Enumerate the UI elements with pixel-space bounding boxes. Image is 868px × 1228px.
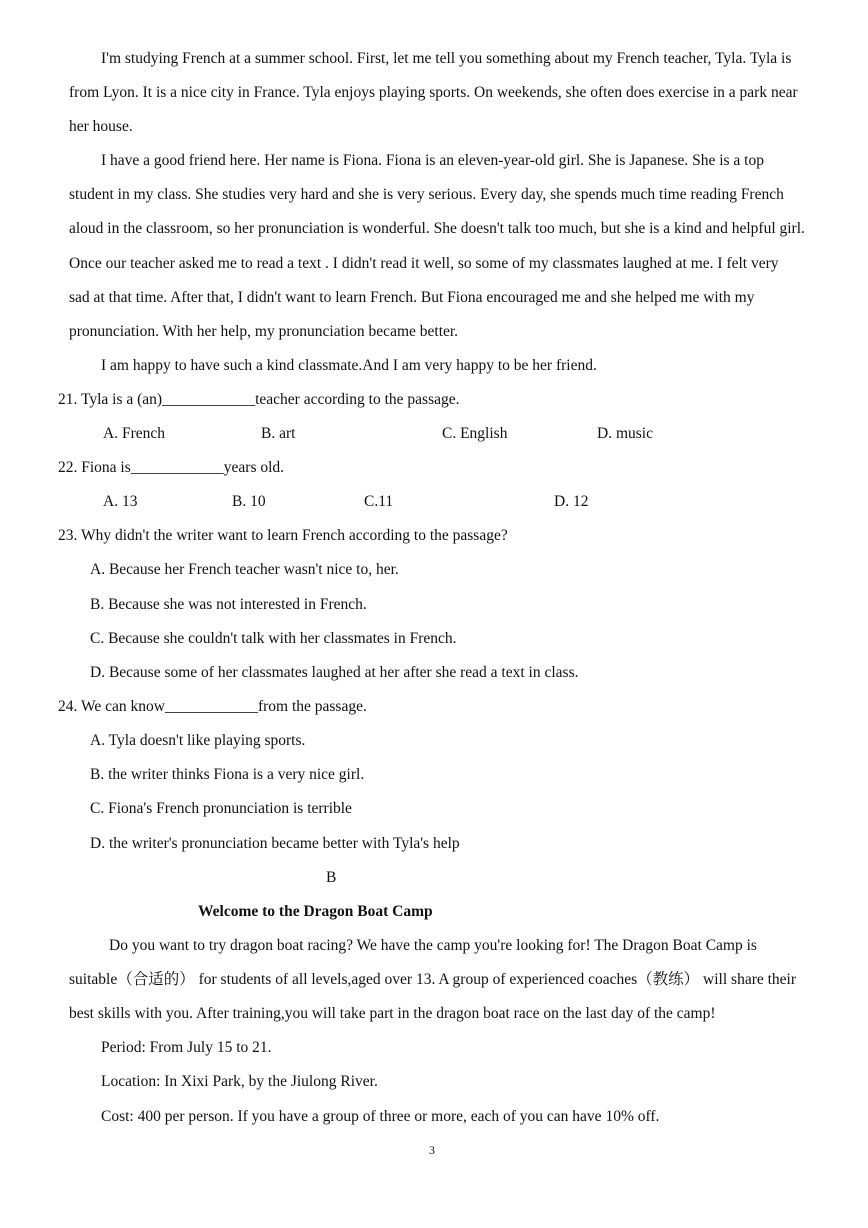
passage-a-p2-line-6: pronunciation. With her help, my pronunciation became better. (69, 323, 459, 340)
passage-a-p2-line-3: aloud in the classroom, so her pronunciation is wonderful. She doesn't talk too much, but she is a kind and helpful girl. (69, 220, 805, 237)
question-23-option-d: D. Because some of her classmates laughed at her after she read a text in class. (90, 664, 579, 681)
question-24-option-b: B. the writer thinks Fiona is a very nice girl. (90, 766, 365, 783)
section-b-label: B (326, 869, 337, 886)
passage-a-p1-line-1: I'm studying French at a summer school. First, let me tell you something about my French teacher, Tyla. Tyla is (101, 50, 792, 67)
section-b-intro-line-1: Do you want to try dragon boat racing? We have the camp you're looking for! The Dragon Boat Camp is (109, 937, 757, 954)
question-21-option-d: D. music (597, 425, 653, 442)
question-22-option-d: D. 12 (554, 493, 589, 510)
question-22-option-b: B. 10 (232, 493, 266, 510)
question-22-option-a: A. 13 (103, 493, 138, 510)
question-22-stem: 22. Fiona is____________years old. (58, 459, 285, 476)
passage-a-p2-line-5: sad at that time. After that, I didn't want to learn French. But Fiona encouraged me and she helped me with my (69, 289, 755, 306)
question-23-option-c: C. Because she couldn't talk with her classmates in French. (90, 630, 457, 647)
passage-a-p1-line-2: from Lyon. It is a nice city in France. Tyla enjoys playing sports. On weekends, she often does exercise in a park near (69, 84, 798, 101)
question-24-option-c: C. Fiona's French pronunciation is terrible (90, 800, 352, 817)
passage-a-p2-line-4: Once our teacher asked me to read a text . I didn't read it well, so some of my classmates laughed at me. I felt very (69, 255, 779, 272)
question-23-option-a: A. Because her French teacher wasn't nice to, her. (90, 561, 399, 578)
section-b-location: Location: In Xixi Park, by the Jiulong River. (101, 1073, 378, 1090)
section-b-title: Welcome to the Dragon Boat Camp (198, 903, 433, 920)
question-24-option-a: A. Tyla doesn't like playing sports. (90, 732, 306, 749)
section-b-period: Period: From July 15 to 21. (101, 1039, 272, 1056)
question-21-option-c: C. English (442, 425, 508, 442)
question-23-option-b: B. Because she was not interested in French. (90, 596, 367, 613)
question-22-option-c: C.11 (364, 493, 394, 510)
passage-a-p3: I am happy to have such a kind classmate.And I am very happy to be her friend. (101, 357, 597, 374)
question-21-option-a: A. French (103, 425, 165, 442)
question-24-option-d: D. the writer's pronunciation became better with Tyla's help (90, 835, 460, 852)
passage-a-p1-line-3: her house. (69, 118, 133, 135)
section-b-intro-line-2: suitable（合适的） for students of all levels,aged over 13. A group of experienced coaches（教练） will share their (69, 971, 797, 988)
passage-a-p2-line-2: student in my class. She studies very hard and she is very serious. Every day, she spends much time reading French (69, 186, 784, 203)
section-b-intro-line-3: best skills with you. After training,you will take part in the dragon boat race on the last day of the camp! (69, 1005, 716, 1022)
section-b-cost: Cost: 400 per person. If you have a group of three or more, each of you can have 10% off. (101, 1108, 660, 1125)
passage-a-p2-line-1: I have a good friend here. Her name is Fiona. Fiona is an eleven-year-old girl. She is Japanese. She is a top (101, 152, 764, 169)
question-21-option-b: B. art (261, 425, 296, 442)
question-24-stem: 24. We can know____________from the passage. (58, 698, 367, 715)
question-21-stem: 21. Tyla is a (an)____________teacher according to the passage. (58, 391, 460, 408)
page-number: 3 (429, 1143, 435, 1157)
question-23-stem: 23. Why didn't the writer want to learn French according to the passage? (58, 527, 508, 544)
